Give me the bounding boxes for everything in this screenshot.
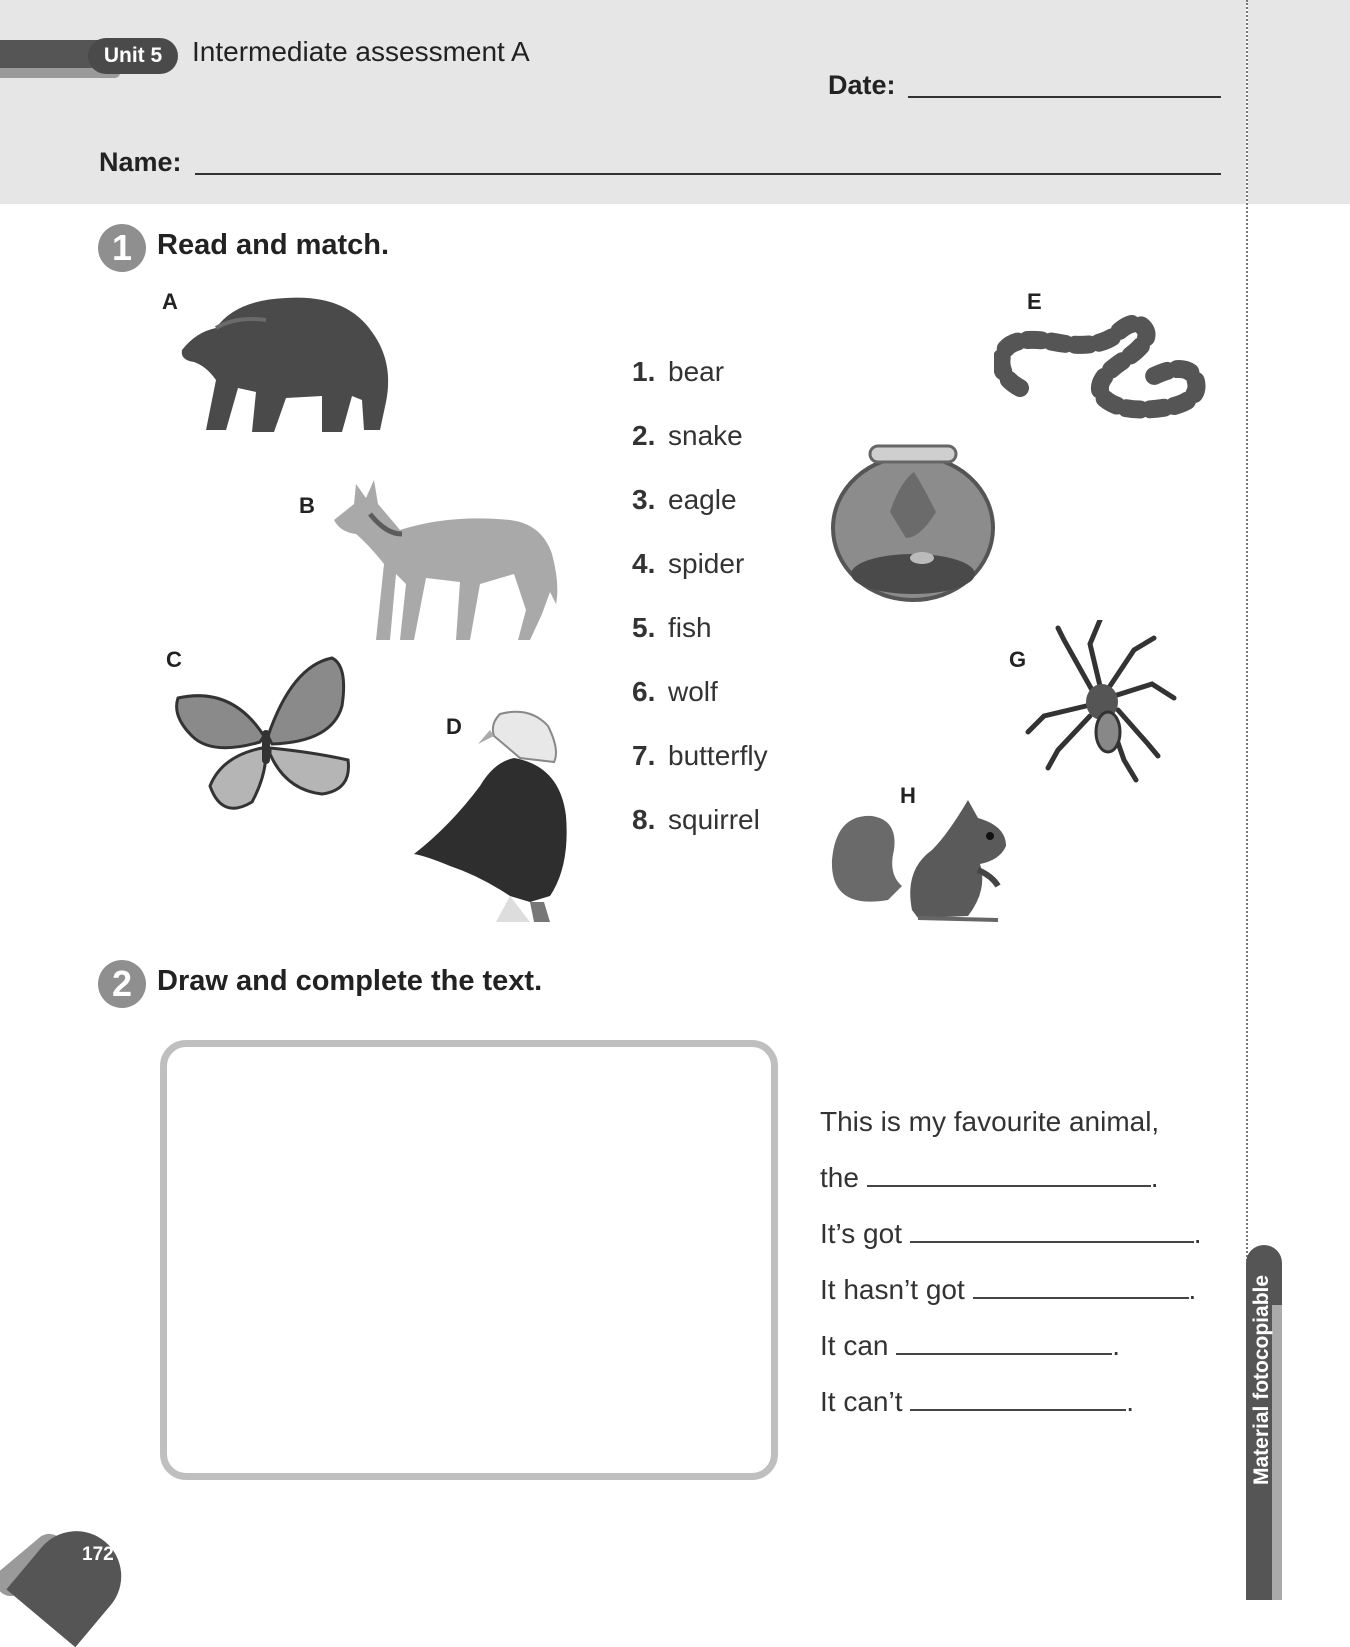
photocopiable-tab <box>1246 1245 1284 1600</box>
picture-letter-g: G <box>1009 647 1027 672</box>
list-item: 4. spider <box>632 548 745 579</box>
bear-picture <box>176 292 402 440</box>
answer-blank[interactable] <box>910 1387 1126 1411</box>
photocopiable-label: Material fotocopiable <box>1250 1274 1273 1485</box>
unit-label: Unit 5 <box>88 38 178 74</box>
picture-letter-d: D <box>446 714 462 739</box>
date-field[interactable] <box>908 96 1221 98</box>
page-title: Intermediate assessment A <box>192 36 530 67</box>
name-label: Name: <box>99 147 182 177</box>
date-label: Date: <box>828 70 896 100</box>
list-item: 2. snake <box>632 420 743 451</box>
squirrel-picture <box>828 790 1020 934</box>
exercise-2-number: 2 <box>98 960 146 1008</box>
eagle-picture <box>410 706 574 928</box>
text-line-5: It can . <box>820 1330 1121 1361</box>
picture-letter-h: H <box>900 783 916 808</box>
text-line-4: It hasn’t got . <box>820 1274 1197 1305</box>
page-number: 172 <box>82 1544 114 1565</box>
margin-band <box>1248 0 1350 204</box>
page-number-tab <box>0 1520 130 1600</box>
list-item: 5. fish <box>632 612 712 643</box>
answer-blank[interactable] <box>910 1219 1194 1243</box>
exercise-1-number: 1 <box>98 224 146 272</box>
drawing-box[interactable] <box>160 1040 778 1480</box>
text-line-1: This is my favourite animal, <box>820 1106 1160 1137</box>
list-item: 6. wolf <box>632 676 718 707</box>
spider-picture <box>1024 620 1178 788</box>
list-item: 3. eagle <box>632 484 737 515</box>
answer-blank[interactable] <box>896 1331 1112 1355</box>
answer-blank[interactable] <box>867 1163 1151 1187</box>
picture-letter-c: C <box>166 647 182 672</box>
snake-picture <box>994 306 1212 430</box>
picture-letter-a: A <box>162 289 178 314</box>
exercise-2-title: Draw and complete the text. <box>157 965 543 997</box>
list-item: 1. bear <box>632 356 725 387</box>
picture-letter-e: E <box>1027 289 1042 314</box>
unit-tab <box>0 38 180 74</box>
word-list <box>632 356 768 868</box>
text-line-6: It can’t . <box>820 1386 1135 1417</box>
name-field[interactable] <box>195 173 1221 175</box>
text-line-3: It’s got . <box>820 1218 1202 1249</box>
butterfly-picture <box>172 656 358 822</box>
picture-letter-b: B <box>299 493 315 518</box>
text-line-2: the . <box>820 1162 1159 1193</box>
wolf-picture <box>330 474 566 650</box>
answer-blank[interactable] <box>973 1275 1189 1299</box>
fish-bowl-picture <box>830 442 996 604</box>
exercise-1-title: Read and match. <box>157 229 390 261</box>
list-item: 7. butterfly <box>632 740 768 771</box>
list-item: 8. squirrel <box>632 804 760 835</box>
